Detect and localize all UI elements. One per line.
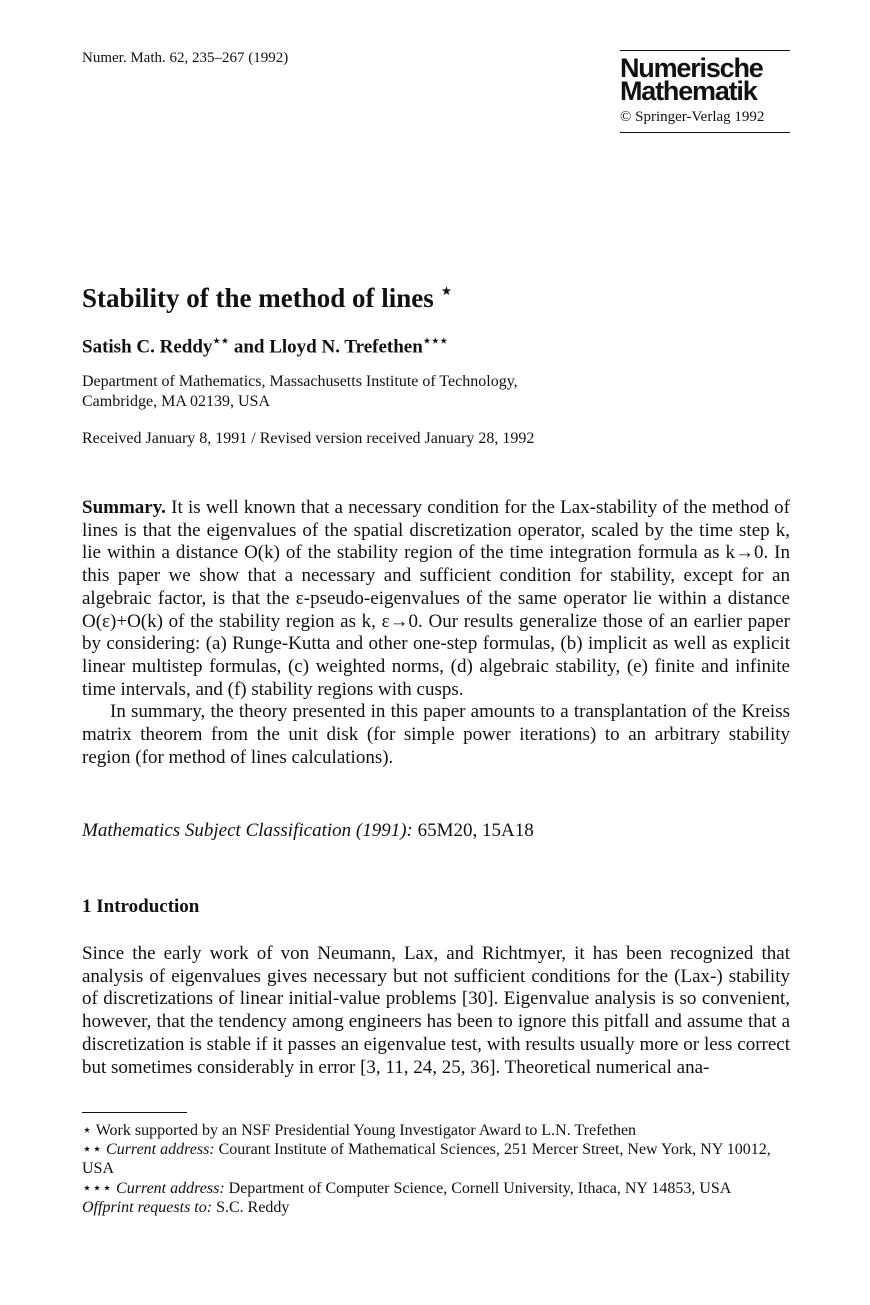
footnote-3	[82, 1179, 790, 1198]
authors	[82, 333, 448, 358]
paper-title	[82, 280, 452, 314]
journal-name-line1: Numerische	[620, 53, 763, 83]
author-2: Lloyd N. Trefethen	[269, 336, 423, 358]
bottom-rule	[620, 132, 790, 133]
summary-paragraph-1	[82, 497, 790, 701]
affiliation	[82, 372, 642, 412]
title-text: Stability of the method of lines	[82, 283, 434, 313]
journal-name	[620, 53, 790, 106]
footnote-1-text: Work supported by an NSF Presidential Young Investigator Award to L.N. Trefethen	[92, 1122, 637, 1139]
offprint-requests	[82, 1198, 790, 1217]
title-footnote-mark: ⋆	[440, 281, 453, 302]
footnote-2-label: Current address:	[102, 1141, 215, 1159]
summary-text-1: It is well known that a necessary condition for the Lax-stability of the method of lines is that the eigenvalues of the spatial discretization operator, scaled by the time step k, lie within a distance O(k) of the stability region of the time integration formula as k→0. In this paper we show that a necessary and sufficient condition for stability, except for an algebraic factor, is that the ε-pseudo-eigenvalues of the same operator lie within a distance O(ε)+O(k) of the stability region as k, ε→0. Our results generalize those of an earlier paper by considering: (a) Runge-Kutta and other one-step formulas, (b) implicit as well as explicit linear multistep formulas, (c) weighted norms, (d) algebraic stability, (e) finite and infinite time intervals, and (f) stability regions with cusps.	[82, 497, 790, 700]
footnote-rule	[82, 1112, 187, 1113]
footnote-3-text: Department of Computer Science, Cornell University, Ithaca, NY 14853, USA	[224, 1179, 732, 1197]
msc-label: Mathematics Subject Classification (1991):	[82, 820, 413, 841]
summary-paragraph-2: In summary, the theory presented in this paper amounts to a transplantation of the Kreiss matrix theorem from the unit disk (for simple power iterations) to an arbitrary stability region (for method of lines calculations).	[82, 701, 790, 768]
author-1-mark: ⋆⋆	[212, 333, 230, 348]
offprint-text: S.C. Reddy	[212, 1198, 290, 1216]
footnotes	[82, 1121, 790, 1217]
author-1: Satish C. Reddy	[82, 336, 213, 358]
footnote-2-text: Courant Institute of Mathematical Sciences, 251 Mercer Street, New York, NY 10012, USA	[82, 1141, 771, 1178]
top-rule	[620, 50, 790, 51]
journal-logo-box	[620, 50, 790, 133]
subject-classification	[82, 820, 534, 842]
author-2-mark: ⋆⋆⋆	[422, 333, 448, 348]
footnote-1-mark: ⋆	[82, 1122, 93, 1139]
offprint-label: Offprint requests to:	[82, 1198, 213, 1216]
summary	[82, 497, 790, 769]
journal-name-line2: Mathematik	[620, 76, 757, 106]
introduction-paragraph: Since the early work of von Neumann, Lax, and Richtmyer, it has been recognized that analysis of eigenvalues gives necessary but not sufficient conditions for the (Lax-) stability of discretizations of linear initial-value problems [30]. Eigenvalue analysis is so convenient, however, that the tendency among engineers has been to ignore this pitfall and assume that a discretization is stable if it passes an eigenvalue test, with results usually more or less correct but sometimes considerably in error [3, 11, 24, 25, 36]. Theoretical numerical ana-	[82, 943, 790, 1078]
section-heading: 1 Introduction	[82, 896, 200, 917]
affiliation-line2: Cambridge, MA 02139, USA	[82, 393, 270, 410]
footnote-3-label: Current address:	[112, 1179, 225, 1197]
footnote-2-mark: ⋆⋆	[82, 1141, 103, 1159]
footnote-3-mark: ⋆⋆⋆	[82, 1179, 113, 1197]
footnote-2	[82, 1140, 790, 1178]
author-conjunction: and	[229, 336, 270, 358]
affiliation-line1: Department of Mathematics, Massachusetts Institute of Technology,	[82, 373, 518, 390]
journal-citation: Numer. Math. 62, 235–267 (1992)	[82, 50, 289, 66]
msc-codes: 65M20, 15A18	[412, 820, 534, 841]
copyright: © Springer-Verlag 1992	[620, 109, 765, 125]
summary-label: Summary.	[82, 497, 166, 518]
received-dates: Received January 8, 1991 / Revised version received January 28, 1992	[82, 430, 535, 447]
footnote-1	[82, 1121, 790, 1140]
